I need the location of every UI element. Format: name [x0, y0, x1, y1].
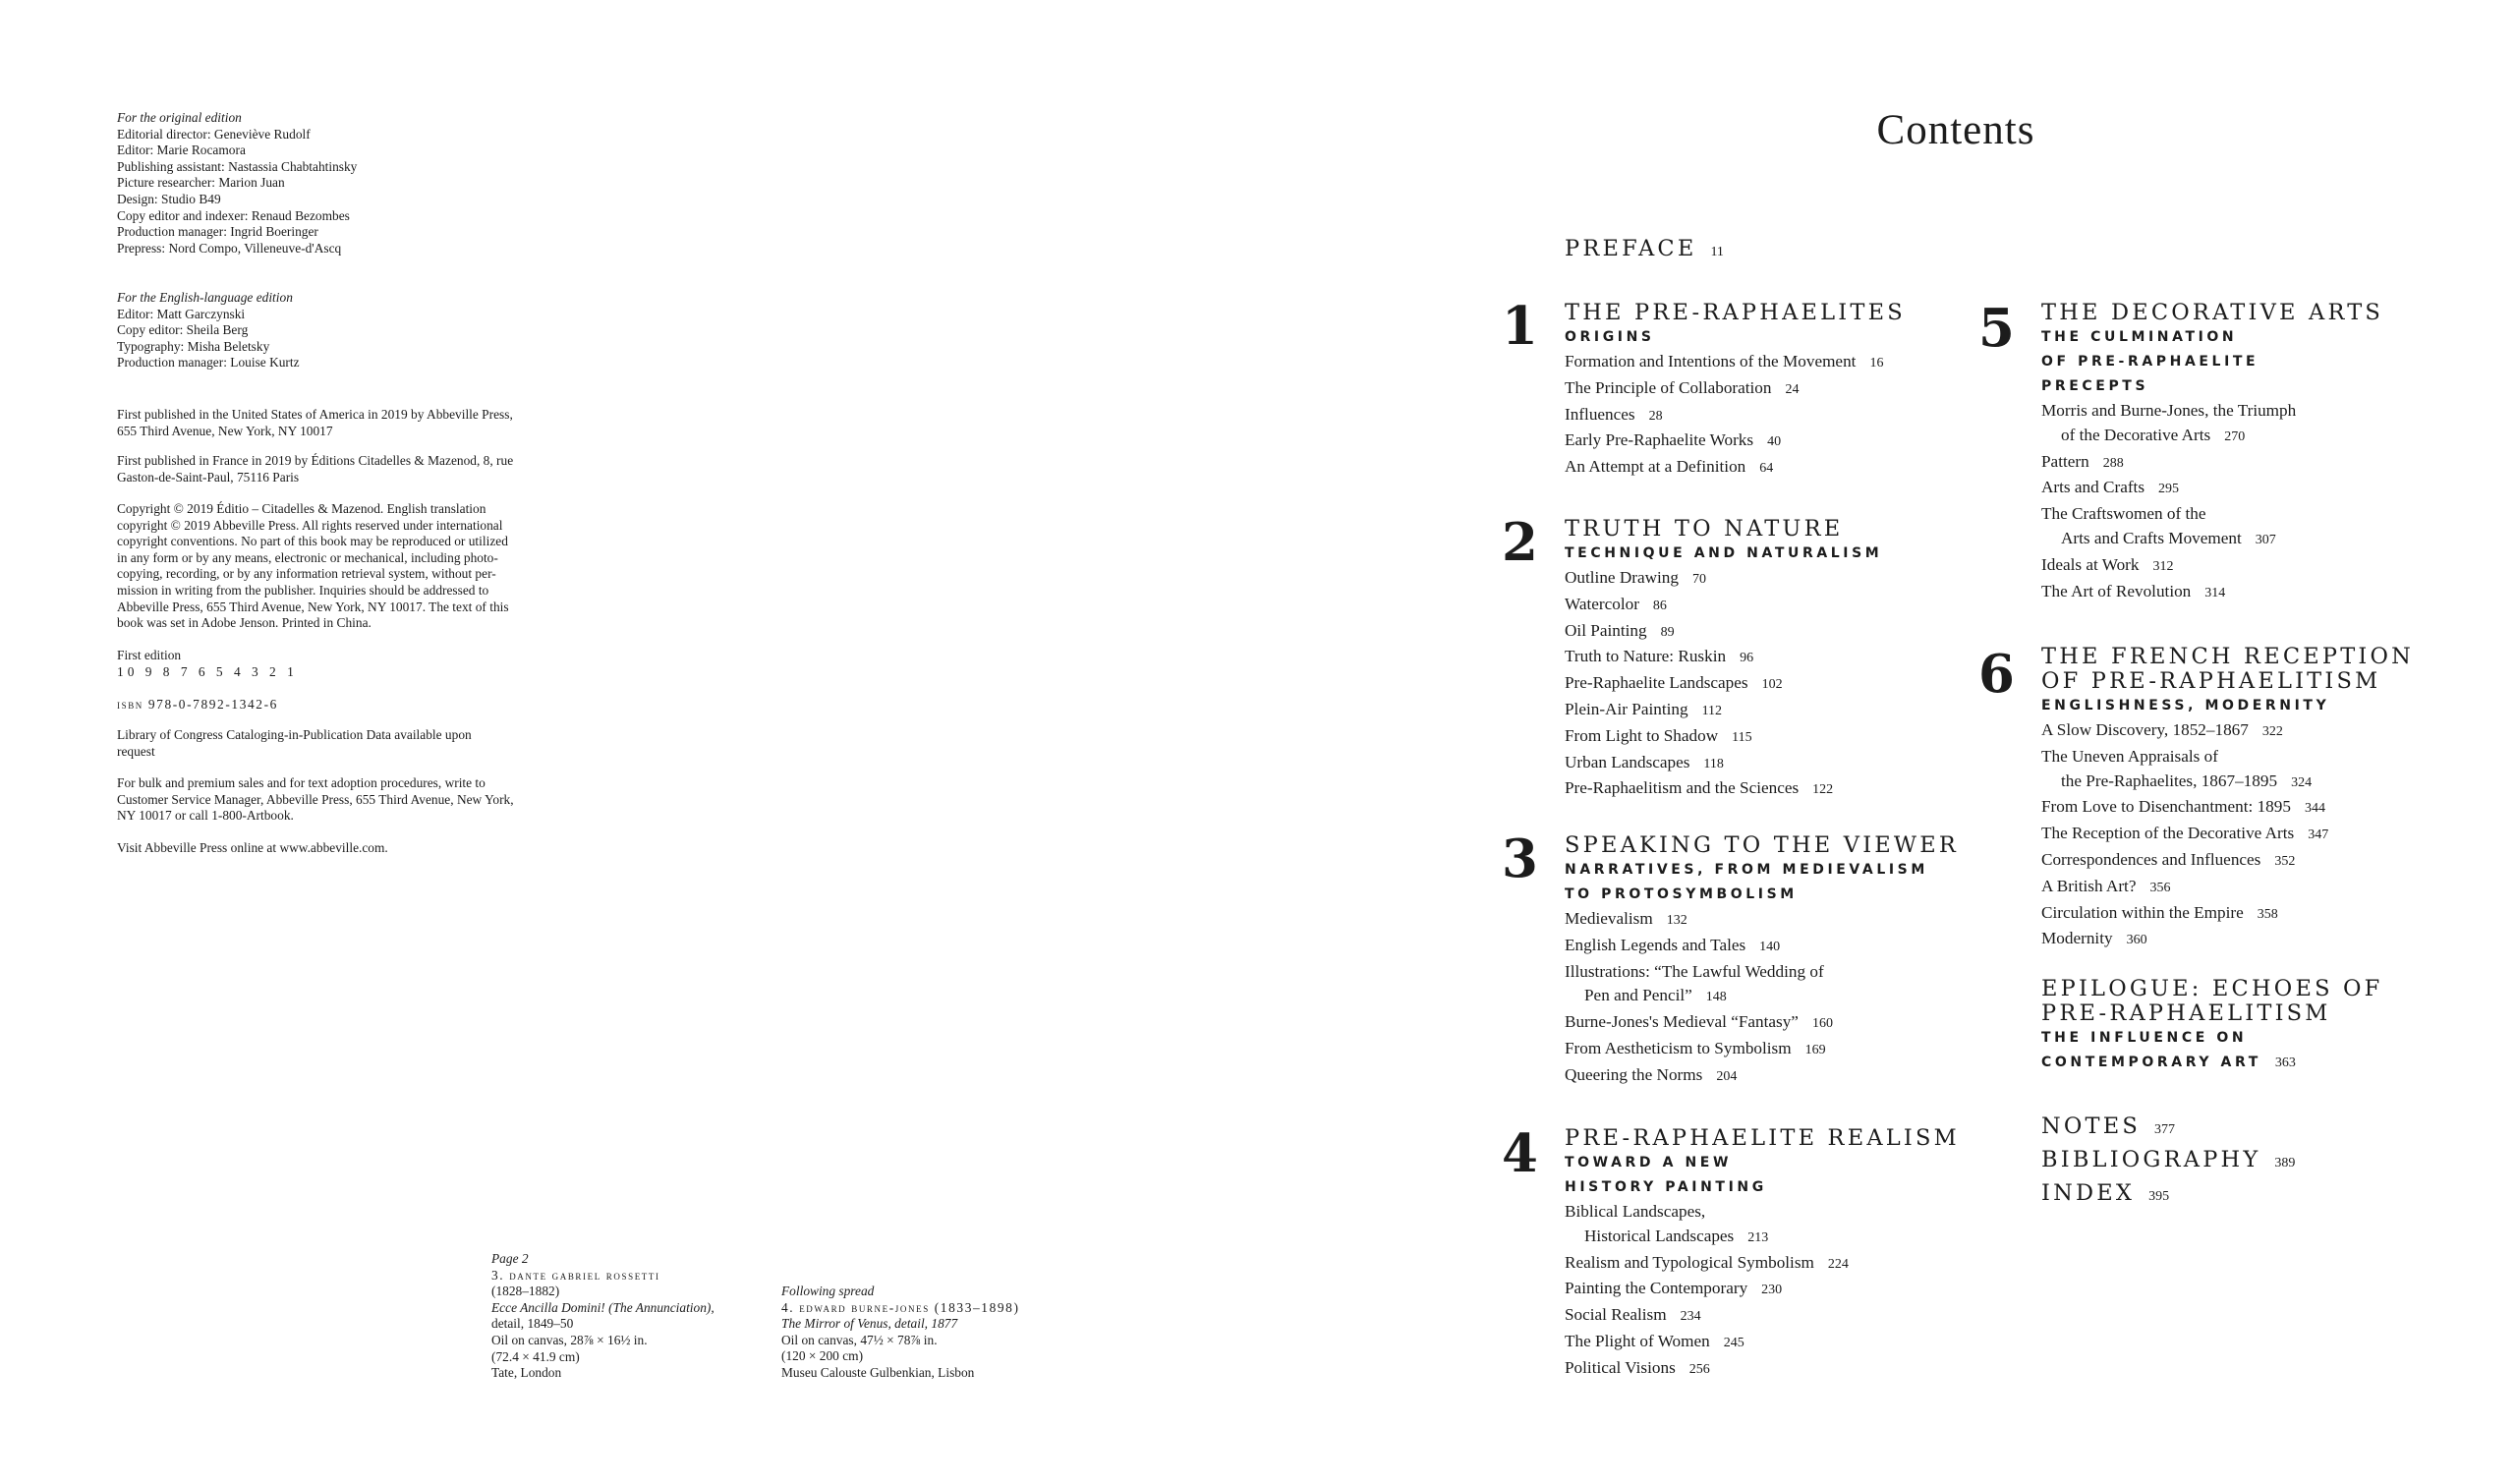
page-number: 204	[1716, 1068, 1738, 1084]
chapter-entries	[1565, 350, 1906, 482]
section-label: BIBLIOGRAPHY	[2041, 1147, 2261, 1172]
toc-bibliography[interactable]	[2041, 1145, 2295, 1178]
credit-line: Editorial director: Geneviève Rudolf	[117, 126, 311, 142]
preface-label: PREFACE	[1565, 236, 1697, 261]
page-number: 322	[2261, 724, 2283, 739]
text-line: mission in writing from the publisher. Inquiries should be addressed to	[117, 582, 489, 598]
text-line: Abbeville Press, 655 Third Avenue, New York, NY 10017. The text of this	[117, 599, 509, 614]
text-line: in any form or by any means, electronic or mechanical, including photo-	[117, 549, 498, 565]
toc-entry[interactable]	[2041, 901, 2414, 928]
toc-entry[interactable]	[1565, 455, 1906, 482]
toc-entry[interactable]	[1565, 1200, 1960, 1225]
toc-entry[interactable]	[1565, 984, 1959, 1010]
toc-entry[interactable]	[1565, 1225, 1960, 1251]
entry-title: The Reception of the Decorative Arts	[2041, 824, 2295, 843]
entry-title: Influences	[1565, 404, 1635, 424]
entry-title: the Pre-Raphaelites, 1867–1895	[2061, 771, 2278, 790]
toc-entry[interactable]	[1565, 1251, 1960, 1278]
text-line: Gaston-de-Saint-Paul, 75116 Paris	[117, 469, 300, 485]
chapter-number: 2	[1502, 512, 1538, 573]
page-number: 324	[2291, 774, 2313, 790]
caption-size: (72.4 × 41.9 cm)	[491, 1348, 580, 1364]
toc-entry[interactable]	[2041, 476, 2383, 502]
page-number: 169	[1804, 1042, 1826, 1057]
page-number: 70	[1692, 572, 1706, 587]
chapter-subtitle: TOWARD A NEW	[1565, 1155, 1733, 1170]
text-line: copyright conventions. No part of this book may be reproduced or utilized	[117, 534, 508, 549]
entry-title: Historical Landscapes	[1584, 1226, 1735, 1245]
chapter-title: THE DECORATIVE ARTS	[2041, 300, 2384, 325]
credit-line: Design: Studio B49	[117, 191, 221, 206]
caption-dates: (1828–1882)	[491, 1284, 560, 1299]
credit-line: Picture researcher: Marion Juan	[117, 175, 285, 191]
chapter-entries	[2041, 399, 2383, 605]
toc-chapter-6[interactable]	[1978, 644, 2415, 953]
caption-artist: 3. dante gabriel rossetti	[491, 1267, 660, 1283]
chapter-title: SPEAKING TO THE VIEWER	[1565, 832, 1960, 858]
entry-title: The Art of Revolution	[2041, 581, 2192, 600]
entry-title: Urban Landscapes	[1565, 752, 1690, 771]
page-number: 234	[1680, 1309, 1701, 1325]
toc-entry[interactable]	[1565, 1037, 1959, 1063]
entry-title: Plein-Air Painting	[1565, 699, 1688, 718]
text-line: book was set in Adobe Jenson. Printed in China.	[117, 615, 372, 631]
chapter-number: 5	[1978, 298, 2015, 359]
page-number: 28	[1648, 408, 1663, 424]
credit-line: Prepress: Nord Compo, Villeneuve-d'Ascq	[117, 240, 342, 256]
page-number: 395	[2148, 1189, 2170, 1204]
toc-epilogue[interactable]	[2041, 977, 2383, 1075]
section-label: NOTES	[2041, 1113, 2141, 1139]
chapter-number: 6	[1978, 644, 2015, 705]
chapter-entries	[1565, 566, 1882, 803]
toc-backmatter	[2041, 1112, 2295, 1212]
epilogue-subtitle-line-2	[2041, 1051, 2383, 1075]
isbn-number: isbn 978-0-7892-1342-6	[117, 697, 278, 712]
page-number: 347	[2308, 828, 2329, 843]
chapter-number: 1	[1502, 296, 1538, 357]
page-number: 122	[1812, 782, 1834, 798]
chapter-subtitle: THE CULMINATION	[2041, 329, 2238, 345]
entry-title: From Love to Disenchantment: 1895	[2041, 797, 2291, 817]
credit-line: Publishing assistant: Nastassia Chabtahtinsky	[117, 158, 358, 174]
chapter-title: THE FRENCH RECEPTION	[2041, 644, 2415, 669]
credit-line: Editor: Matt Garczynski	[117, 306, 246, 321]
chapter-number: 3	[1502, 828, 1538, 889]
english-edition-heading: For the English-language edition	[117, 290, 293, 305]
text-line: copyright © 2019 Abbeville Press. All rights reserved under international	[117, 517, 503, 533]
entry-title: Pattern	[2041, 451, 2089, 471]
toc-entry[interactable]	[2041, 875, 2414, 901]
entry-title: Medievalism	[1565, 909, 1653, 928]
credit-line: Copy editor and indexer: Renaud Bezombes	[117, 207, 350, 223]
entry-title: From Aestheticism to Symbolism	[1565, 1038, 1792, 1057]
page-number: 213	[1747, 1229, 1769, 1245]
toc-chapter-1[interactable]	[1502, 296, 1906, 482]
caption-medium: Oil on canvas, 47½ × 78⅞ in.	[781, 1332, 938, 1347]
toc-entry[interactable]	[1565, 1303, 1960, 1330]
toc-entry[interactable]	[1565, 724, 1882, 751]
entry-title: Circulation within the Empire	[2041, 902, 2244, 922]
page-number: 270	[2224, 428, 2246, 444]
text-line: For bulk and premium sales and for text adoption procedures, write to	[117, 775, 486, 790]
toc-entry[interactable]	[2041, 399, 2383, 424]
english-edition-credits	[117, 290, 628, 371]
page-number: 148	[1705, 990, 1727, 1005]
epilogue-title: EPILOGUE: ECHOES OF	[2041, 976, 2383, 1001]
page-number: 363	[2274, 1056, 2296, 1070]
chapter-entries	[1565, 1200, 1960, 1383]
toc-entry[interactable]	[1565, 619, 1882, 646]
entry-title: English Legends and Tales	[1565, 935, 1746, 954]
chapter-title: THE PRE-RAPHAELITES	[1565, 300, 1906, 325]
entry-title: Pen and Pencil”	[1584, 986, 1692, 1005]
caption-title: The Mirror of Venus, detail, 1877	[781, 1316, 958, 1332]
toc-entry[interactable]	[1565, 751, 1882, 777]
caption-detail: detail, 1849–50	[491, 1316, 574, 1332]
toc-entry[interactable]	[2041, 927, 2414, 953]
chapter-subtitle: PRECEPTS	[2041, 378, 2149, 394]
toc-entry[interactable]	[2041, 502, 2383, 527]
first-published-france	[117, 453, 628, 485]
entry-title: Realism and Typological Symbolism	[1565, 1252, 1814, 1272]
text-line: Library of Congress Cataloging-in-Publication Data available upon	[117, 727, 472, 742]
page-number: 314	[2204, 585, 2226, 600]
entry-title: Truth to Nature: Ruskin	[1565, 647, 1727, 666]
chapter-subtitle: TECHNIQUE AND NATURALISM	[1565, 545, 1883, 561]
page-number: 360	[2126, 933, 2147, 948]
chapter-entries	[1565, 907, 1959, 1090]
toc-chapter-4[interactable]	[1502, 1123, 1960, 1383]
page-number: 307	[2255, 532, 2276, 547]
caption-label: Following spread	[781, 1284, 875, 1298]
chapter-subtitle: NARRATIVES, FROM MEDIEVALISM	[1565, 862, 1928, 878]
text-line: 655 Third Avenue, New York, NY 10017	[117, 423, 333, 438]
toc-entry[interactable]	[1565, 776, 1882, 803]
toc-entry[interactable]	[2041, 848, 2414, 875]
chapter-entries	[2041, 718, 2414, 953]
toc-entry[interactable]	[1565, 350, 1906, 376]
entry-title: Modernity	[2041, 929, 2113, 948]
toc-entry[interactable]	[1565, 1277, 1960, 1303]
toc-entry[interactable]	[2041, 450, 2383, 477]
toc-entry[interactable]	[2041, 553, 2383, 580]
page-number: 256	[1688, 1361, 1710, 1377]
toc-chapter-2[interactable]	[1502, 512, 1883, 803]
page-number: 118	[1703, 756, 1724, 771]
caption-location: Museu Calouste Gulbenkian, Lisbon	[781, 1364, 975, 1380]
epilogue-subtitle-text: CONTEMPORARY ART	[2041, 1055, 2261, 1070]
page-number: 64	[1759, 461, 1774, 477]
edition-notice	[117, 648, 628, 680]
toc-chapter-5[interactable]	[1978, 298, 2384, 605]
entry-title: Burne-Jones's Medieval “Fantasy”	[1565, 1012, 1799, 1032]
page-number: 16	[1869, 356, 1884, 371]
page-number: 40	[1767, 434, 1782, 450]
toc-entry[interactable]	[1565, 907, 1959, 934]
caption-label: Page 2	[491, 1251, 529, 1266]
caption-page-2	[491, 1251, 715, 1382]
chapter-subtitle: ORIGINS	[1565, 329, 1655, 345]
entry-title: Ideals at Work	[2041, 554, 2140, 574]
entry-title: Queering the Norms	[1565, 1064, 1703, 1084]
page-number: 115	[1732, 729, 1752, 745]
entry-title: The Craftswomen of the	[2041, 504, 2206, 524]
caption-location: Tate, London	[491, 1365, 562, 1381]
page-number: 102	[1761, 677, 1783, 693]
entry-title: Oil Painting	[1565, 620, 1647, 640]
page-number: 377	[2153, 1122, 2175, 1137]
entry-title: A Slow Discovery, 1852–1867	[2041, 720, 2249, 739]
page-number: 288	[2102, 455, 2124, 471]
entry-title: Pre-Raphaelitism and the Sciences	[1565, 778, 1800, 798]
entry-title: Arts and Crafts	[2041, 478, 2145, 497]
contents-title: Contents	[1876, 107, 2035, 153]
text-line: Visit Abbeville Press online at www.abbeville.com.	[117, 840, 388, 855]
entry-title: An Attempt at a Definition	[1565, 457, 1746, 477]
caption-title: Ecce Ancilla Domini! (The Annunciation),	[491, 1299, 715, 1315]
credit-line: Production manager: Louise Kurtz	[117, 355, 300, 371]
toc-notes[interactable]	[2041, 1112, 2295, 1145]
toc-entry[interactable]	[2041, 424, 2383, 450]
section-label: INDEX	[2041, 1180, 2136, 1206]
text-line: copying, recording, or by any information retrieval system, without per-	[117, 566, 496, 582]
chapter-subtitle: OF PRE-RAPHAELITE	[2041, 354, 2259, 370]
page-number: 245	[1723, 1335, 1744, 1350]
edition-label: First edition	[117, 648, 182, 662]
entry-title: Pre-Raphaelite Landscapes	[1565, 673, 1748, 693]
first-published-us	[117, 407, 628, 439]
entry-title: Biblical Landscapes,	[1565, 1202, 1706, 1221]
credit-line: Editor: Marie Rocamora	[117, 143, 246, 158]
website-note	[117, 840, 628, 857]
toc-entry[interactable]	[2041, 795, 2414, 822]
page-number: 295	[2158, 482, 2180, 497]
toc-entry[interactable]	[2041, 822, 2414, 848]
chapter-title-line-2: OF PRE-RAPHAELITISM	[2041, 668, 2381, 694]
entry-title: Painting the Contemporary	[1565, 1279, 1748, 1298]
page-number: 356	[2149, 880, 2171, 895]
caption-size: (120 × 200 cm)	[781, 1348, 864, 1364]
toc-entry[interactable]	[2041, 718, 2414, 745]
page-number: 89	[1660, 624, 1675, 640]
epilogue-subtitle: THE INFLUENCE ON	[2041, 1030, 2248, 1046]
credit-line: Copy editor: Sheila Berg	[117, 322, 249, 338]
toc-entry[interactable]	[1565, 1063, 1959, 1090]
toc-entry[interactable]	[1565, 934, 1959, 960]
page-number: 224	[1827, 1256, 1849, 1272]
caption-medium: Oil on canvas, 28⅞ × 16½ in.	[491, 1332, 648, 1347]
entry-title: Formation and Intentions of the Movement	[1565, 352, 1857, 371]
text-line: First published in France in 2019 by Éditions Citadelles & Mazenod, 8, rue	[117, 453, 514, 468]
toc-entry[interactable]	[1565, 1356, 1960, 1383]
page-number: 96	[1740, 651, 1754, 666]
bulk-sales-note	[117, 775, 628, 825]
original-edition-heading: For the original edition	[117, 110, 242, 125]
entry-title: Outline Drawing	[1565, 568, 1679, 587]
toc-entry[interactable]	[1565, 671, 1882, 698]
toc-entry[interactable]	[1565, 566, 1882, 593]
toc-entry[interactable]	[1565, 698, 1882, 724]
entry-title: Watercolor	[1565, 594, 1639, 613]
toc-entry[interactable]	[2041, 580, 2383, 606]
chapter-subtitle: ENGLISHNESS, MODERNITY	[2041, 698, 2330, 713]
toc-entry[interactable]	[2041, 770, 2414, 796]
toc-chapter-3[interactable]	[1502, 828, 1960, 1090]
page-number: 140	[1759, 939, 1781, 954]
entry-title: Social Realism	[1565, 1305, 1667, 1325]
toc-entry[interactable]	[2041, 745, 2414, 770]
entry-title: Political Visions	[1565, 1357, 1676, 1377]
entry-title: of the Decorative Arts	[2061, 425, 2211, 444]
entry-title: Correspondences and Influences	[2041, 849, 2261, 869]
page-number: 344	[2304, 801, 2325, 817]
original-edition-credits	[117, 110, 628, 257]
page-number: 160	[1811, 1016, 1833, 1032]
isbn	[117, 697, 628, 713]
entry-title: Morris and Burne-Jones, the Triumph	[2041, 401, 2297, 420]
toc-entry[interactable]	[1565, 376, 1906, 403]
entry-title: Early Pre-Raphaelite Works	[1565, 430, 1754, 450]
toc-entry[interactable]	[1565, 593, 1882, 619]
page-number: 86	[1652, 598, 1667, 613]
caption-following-spread	[781, 1284, 1020, 1382]
toc-entry[interactable]	[1565, 960, 1959, 985]
page-number: 352	[2274, 853, 2296, 869]
page-number: 389	[2274, 1156, 2296, 1170]
toc-entry[interactable]	[1565, 645, 1882, 671]
library-of-congress-note	[117, 727, 628, 760]
epilogue-title-line-2: PRE-RAPHAELITISM	[2041, 1000, 2331, 1026]
entry-title: A British Art?	[2041, 876, 2137, 895]
toc-entry[interactable]	[1565, 403, 1906, 429]
credit-line: Production manager: Ingrid Boeringer	[117, 224, 318, 240]
text-line: Customer Service Manager, Abbeville Press, 655 Third Avenue, New York,	[117, 791, 514, 807]
text-line: First published in the United States of America in 2019 by Abbeville Press,	[117, 407, 513, 422]
page-number: 11	[1710, 245, 1724, 259]
toc-entry[interactable]	[2041, 527, 2383, 553]
entry-title: Illustrations: “The Lawful Wedding of	[1565, 961, 1824, 981]
page-number: 112	[1701, 703, 1723, 718]
text-line: Copyright © 2019 Éditio – Citadelles & Mazenod. English translation	[117, 501, 486, 516]
page-number: 230	[1761, 1283, 1783, 1298]
text-line: request	[117, 743, 155, 759]
entry-title: From Light to Shadow	[1565, 725, 1719, 745]
text-line: NY 10017 or call 1-800-Artbook.	[117, 808, 294, 824]
printing-line: 10 9 8 7 6 5 4 3 2 1	[117, 663, 298, 679]
page-number: 358	[2257, 906, 2278, 922]
caption-artist: 4. edward burne-jones (1833–1898)	[781, 1299, 1020, 1315]
chapter-subtitle: HISTORY PAINTING	[1565, 1179, 1767, 1195]
chapter-subtitle: TO PROTOSYMBOLISM	[1565, 886, 1798, 902]
page-number: 312	[2152, 558, 2174, 574]
toc-preface[interactable]	[1565, 236, 1724, 265]
entry-title: Arts and Crafts Movement	[2061, 528, 2242, 547]
page-number: 132	[1666, 913, 1687, 928]
toc-entry[interactable]	[1565, 1010, 1959, 1037]
toc-entry[interactable]	[1565, 428, 1906, 455]
page-number: 24	[1785, 381, 1800, 397]
chapter-title: PRE-RAPHAELITE REALISM	[1565, 1125, 1960, 1151]
toc-index[interactable]	[2041, 1178, 2295, 1212]
copyright-notice	[117, 501, 628, 632]
toc-entry[interactable]	[1565, 1330, 1960, 1356]
entry-title: The Uneven Appraisals of	[2041, 746, 2218, 766]
chapter-title: TRUTH TO NATURE	[1565, 516, 1844, 542]
entry-title: The Plight of Women	[1565, 1331, 1710, 1350]
entry-title: The Principle of Collaboration	[1565, 377, 1772, 397]
chapter-number: 4	[1502, 1123, 1538, 1184]
credit-line: Typography: Misha Beletsky	[117, 338, 270, 354]
